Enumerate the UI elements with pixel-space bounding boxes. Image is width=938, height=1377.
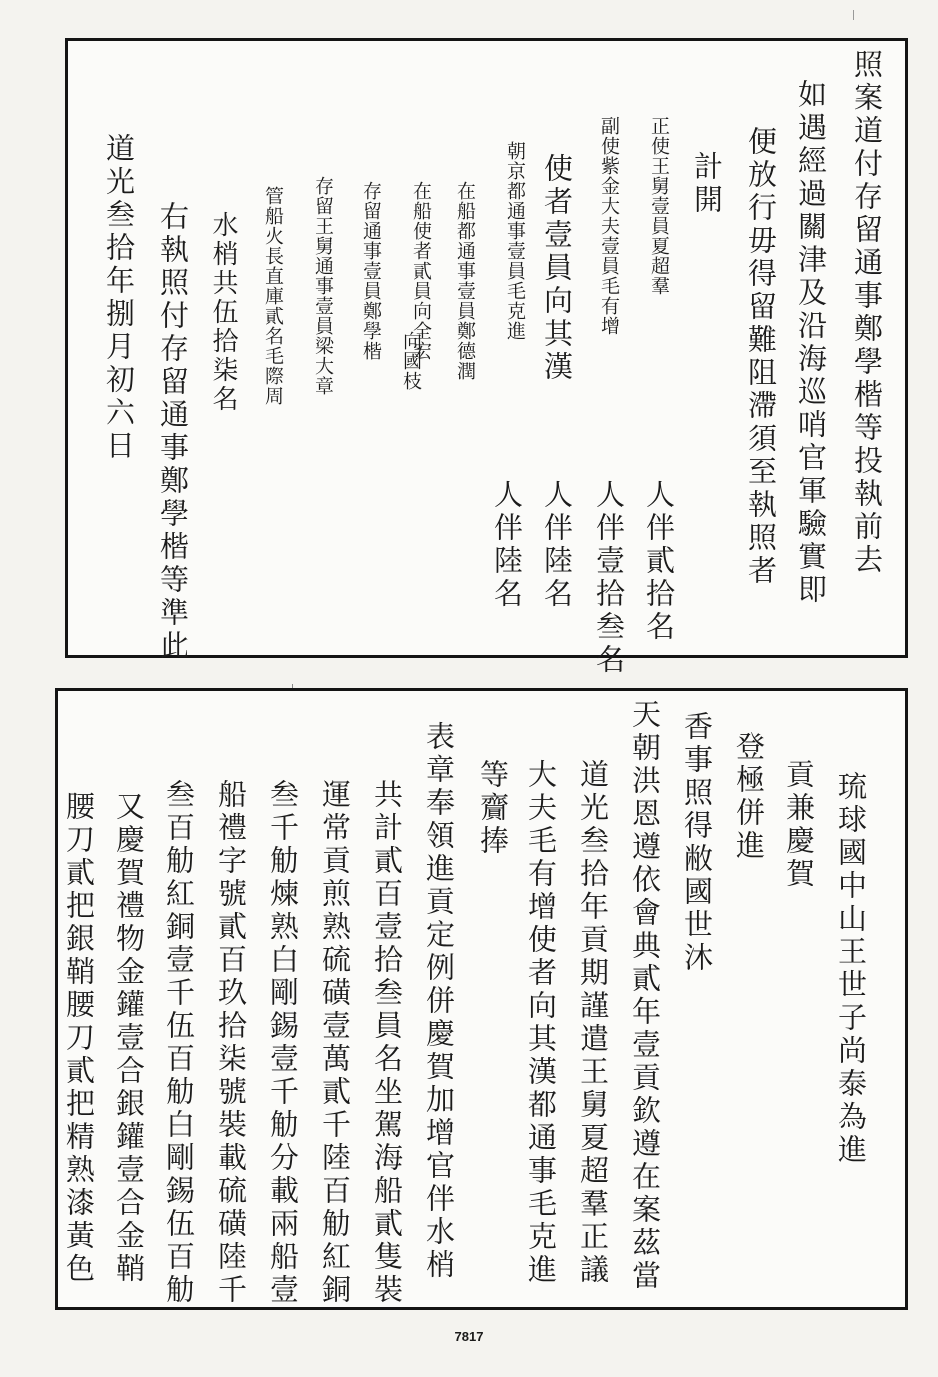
text-column: 登極併進 <box>732 731 766 863</box>
document-panel-top <box>65 38 908 677</box>
text-column: 右執照付存留通事鄭學楷等準此 <box>156 201 190 663</box>
text-column: 水梢共伍拾柒名 <box>208 211 238 414</box>
text-column: 天朝洪恩遵依會典貳年壹貢欽遵在案茲當 <box>628 699 662 1293</box>
text-column: 共計貳百壹拾叁員名坐駕海船貳隻裝 <box>370 779 404 1307</box>
text-column: 管船火長直庫貳名毛際周 <box>262 186 284 406</box>
text-column: 正使王舅壹員夏超羣 <box>648 116 670 296</box>
text-column: 運常貢煎熟硫磺壹萬貳千陸百觔紅銅 <box>318 779 352 1307</box>
text-column: 計開 <box>690 151 724 217</box>
text-column: 照案道付存留通事鄭學楷等投執前去 <box>850 49 884 577</box>
retinue-label: 人伴壹拾叁名 <box>592 479 626 677</box>
text-column: 使者壹員向其漢 <box>540 153 574 384</box>
text-column: 叁千觔煉熟白剛錫壹千觔分載兩船壹 <box>266 779 300 1307</box>
text-column: 在船都通事壹員鄭德潤 <box>454 181 476 381</box>
text-column: 叁百觔紅銅壹千伍百觔白剛錫伍百觔 <box>162 779 196 1307</box>
text-column: 如遇經過關津及沿海巡哨官軍驗實即 <box>794 79 828 607</box>
document-panel-bottom <box>55 688 908 1310</box>
text-column: 存留通事壹員鄭學楷 <box>360 181 382 361</box>
retinue-label: 人伴陸名 <box>540 479 574 611</box>
margin-mark <box>853 10 854 20</box>
text-column: 朝京都通事壹員毛克進 <box>504 141 526 341</box>
text-column: 琉球國中山王世子尚泰為進 <box>834 771 868 1167</box>
page-number: 7817 <box>454 1329 484 1344</box>
text-column: 便放行毋得留難阻滯須至執照者 <box>744 126 778 588</box>
retinue-label: 人伴陸名 <box>490 479 524 611</box>
retinue-label: 人伴貳拾名 <box>642 479 676 644</box>
text-column: 貢兼慶賀 <box>782 759 816 891</box>
text-column: 在船使者貳員向全宏 <box>410 181 432 361</box>
text-column: 存留王舅通事壹員梁大章 <box>312 176 334 396</box>
text-column: 等齎捧 <box>476 759 510 858</box>
text-column: 腰刀貳把銀鞘腰刀貳把精熟漆黃色 <box>62 791 96 1286</box>
text-column: 又慶賀禮物金鑵壹合銀鑵壹合金鞘 <box>112 791 146 1286</box>
text-column: 大夫毛有增使者向其漢都通事毛克進 <box>524 759 558 1287</box>
text-column: 副使紫金大夫壹員毛有增 <box>598 116 620 336</box>
text-column: 表章奉領進貢定例併慶賀加增官伴水梢 <box>422 721 456 1282</box>
text-column: 道光叁拾年貢期謹遣王舅夏超羣正議 <box>576 759 610 1287</box>
date-column: 道光叁拾年捌月初六日 <box>102 133 136 463</box>
text-column: 船禮字號貳百玖拾柒號裝載硫磺陸千 <box>214 779 248 1307</box>
text-column: 向國枝 <box>400 331 422 391</box>
text-column: 香事照得敝國世沐 <box>680 711 714 975</box>
